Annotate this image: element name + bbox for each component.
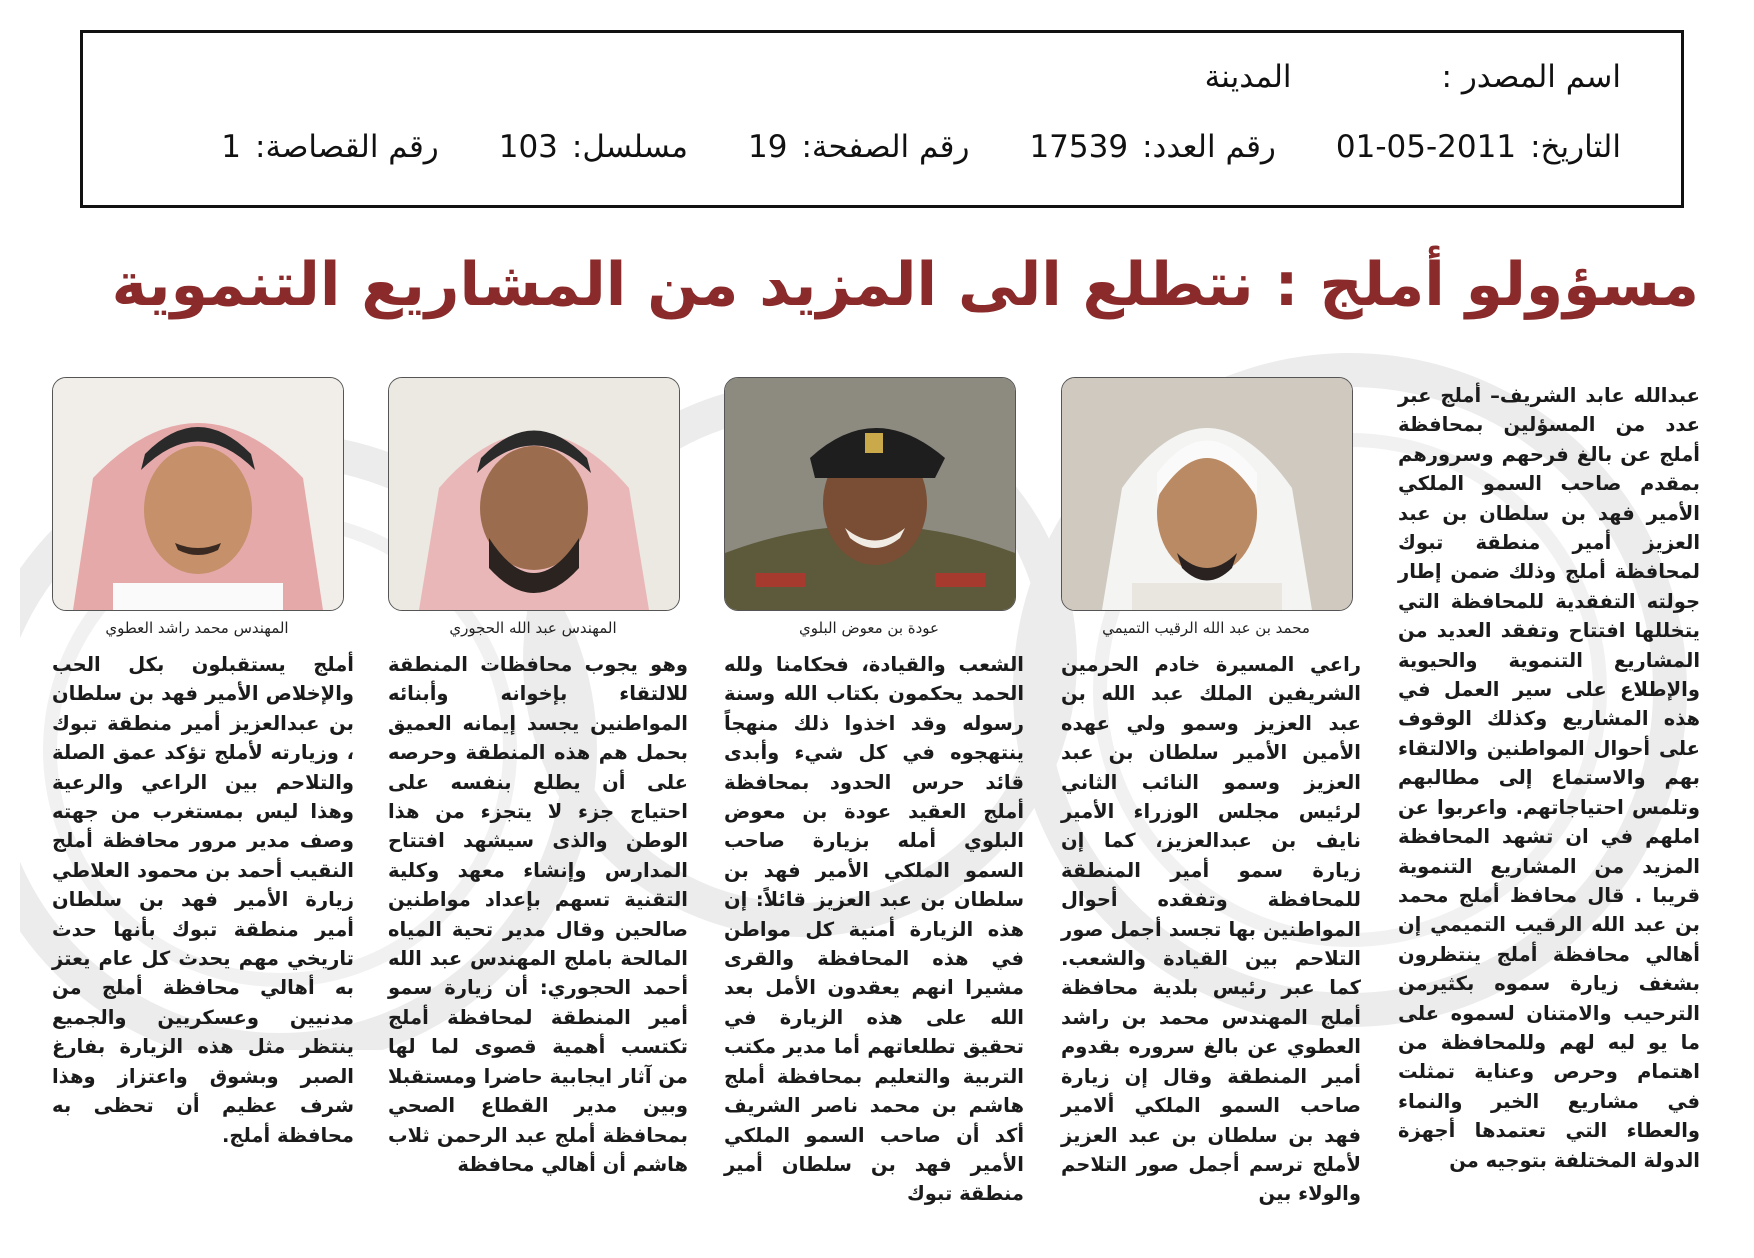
photo-caption: المهندس عبد الله الحجوري (449, 619, 617, 637)
portrait-balawi-icon (725, 378, 1015, 610)
serial-field (499, 129, 688, 165)
date-field (1336, 129, 1621, 165)
source-value: المدينة (1204, 59, 1292, 95)
portrait-photo-tamimi (1061, 377, 1353, 611)
issue-details-line (161, 129, 1621, 165)
source-info-box (80, 30, 1684, 208)
date-value: 2011-05-01 (1335, 129, 1517, 165)
column-text: أملج يستقبلون بكل الحب والإخلاص الأمير فهد بن سلطان بن عبدالعزيز أمير منطقة تبوك ، وزيارته لأملج تؤكد عمق الصلة والتلاحم بين الراعي والرعية وهذا ليس بمستغرب من جهته وصف مدير مرور محافظة أملج النقيب أحمد بن محمود العلاطي زيارة الأمير فهد بن سلطان أمير منطقة تبوك بأنها حدث تاريخي مهم يحدث كل عام يعتز به أهالي محافظة أملج من مدنيين وعسكريين والجميع ينتظر مثل هذه الزيارة بفارغ الصبر وبشوق واعتزاز وهذا شرف عظيم أن تحظى به محافظة أملج. (52, 653, 354, 1147)
clip-field (221, 129, 438, 165)
column-text: الشعب والقيادة، فحكامنا ولله الحمد يحكمون بكتاب الله وسنة رسوله وقد اخذوا ذلك منهجاً ينتهجوه في كل شيء وأبدى قائد حرس الحدود بمحافظة أملج العقيد عودة بن معوض البلوي أمله بزيارة صاحب السمو الملكي الأمير فهد بن سلطان بن عبد العزيز قائلاً: إن هذه الزيارة أمنية كل مواطن في هذه المحافظة والقرى مشيرا انهم يعقدون الأمل بعد الله على هذه الزيارة في تحقيق تطلعاتهم أما مدير مكتب التربية والتعليم بمحافظة أملج هاشم بن محمد ناصر الشريف أكد أن صاحب السمو الملكي الأمير فهد بن سلطان أمير منطقة تبوك (724, 653, 1024, 1206)
photo-caption: عودة بن معوض البلوي (798, 619, 939, 637)
portrait-hajouri-icon (389, 378, 679, 610)
issue-field (1029, 129, 1275, 165)
issue-label: رقم العدد: (1142, 129, 1276, 165)
photo-caption: محمد بن عبد الله الرقيب التميمي (1102, 619, 1310, 637)
source-line (1205, 59, 1621, 95)
article-headline: مسؤولو أملج : نتطلع الى المزيد من المشاريع التنموية (111, 250, 1699, 320)
source-label: اسم المصدر : (1441, 59, 1621, 95)
page-label: رقم الصفحة: (801, 129, 970, 165)
article-column-1 (1398, 381, 1700, 1231)
page-value: 19 (748, 129, 788, 165)
portrait-photo-hajouri (388, 377, 680, 611)
portrait-photo-atawi (52, 377, 344, 611)
issue-value: 17539 (1029, 129, 1129, 165)
article-column-5 (52, 650, 354, 1240)
portrait-photo-balawi (724, 377, 1016, 611)
article-column-3 (724, 650, 1024, 1240)
clip-value: 1 (221, 129, 241, 165)
column-text: وهو يجوب محافظات المنطقة للالتقاء بإخوانه وأبنائه المواطنين يجسد إيمانه العميق بحمل هم هذه المنطقة وحرصه على أن يطلع بنفسه على احتياج جزء لا يتجزء من هذا الوطن والذى سيشهد افتتاح المدارس وإنشاء معهد وكلية التقنية تسهم بإعداد مواطنين صالحين وقال مدير تحية المياه المالحة باملج المهندس عبد الله أحمد الحجوري: أن زيارة سمو أمير المنطقة لمحافظة أملج تكتسب أهمية قصوى لما لها من آثار ايجابية حاضرا ومستقبلا وبين مدير القطاع الصحي بمحافظة أملج عبد الرحمن ثلاب هاشم أن أهالي محافظة (388, 653, 688, 1176)
article-column-2 (1061, 650, 1361, 1240)
serial-value: 103 (498, 129, 558, 165)
photo-caption: المهندس محمد راشد العطوي (105, 619, 289, 637)
date-label: التاريخ: (1530, 129, 1621, 165)
column-text: راعي المسيرة خادم الحرمين الشريفين الملك عبد الله بن عبد العزيز وسمو ولي عهده الأمين الأمير سلطان بن عبد العزيز وسمو النائب الثاني لرئيس مجلس الوزراء الأمير نايف بن عبدالعزيز، كما إن زيارة سمو أمير المنطقة للمحافظة وتفقده أحوال المواطنين بها تجسد أجمل صور التلاحم بين القيادة والشعب. كما عبر رئيس بلدية محافظة أملج المهندس محمد بن راشد العطوي عن بالغ سروره بقدوم أمير المنطقة وقال إن زيارة صاحب السمو الملكي ألامير فهد بن سلطان بن عبد العزيز لأملج ترسم أجمل صور التلاحم والولاء بين (1061, 653, 1361, 1206)
portrait-atawi-icon (53, 378, 343, 610)
article-column-4 (388, 650, 688, 1240)
serial-label: مسلسل: (571, 129, 689, 165)
portrait-tamimi-icon (1062, 378, 1352, 610)
page-field (748, 129, 969, 165)
column-text: عبدالله عابد الشريف– أملج عبر عدد من المسؤلين بمحافظة أملج عن بالغ فرحهم وسرورهم بمقدم صاحب السمو الملكي الأمير فهد بن سلطان بن عبد العزيز أمير منطقة تبوك لمحافظة أملج وذلك ضمن إطار جولته التفقدية للمحافظة التي يتخللها افتتاح وتفقد العديد من المشاريع التنموية والحيوية والإطلاع على سير العمل في هذه المشاريع وكذلك الوقوف على أحوال المواطنين والالتقاء بهم والاستماع إلى مطالبهم وتلمس احتياجاتهم. واعربوا عن املهم في ان تشهد المحافظة المزيد من المشاريع التنموية قريبا . قال محافظ أملج محمد بن عبد الله الرقيب التميمي إن أهالي محافظة أملج ينتظرون بشغف زيارة سموه بكثيرمن الترحيب والامتنان لسموه على ما يو ليه لهم وللمحافظة من اهتمام وحرص وعناية تمثلت في مشاريع الخير والنماء والعطاء التي تعتمدها أجهزة الدولة المختلفة بتوجيه من (1398, 384, 1700, 1172)
clip-label: رقم القصاصة: (255, 129, 439, 165)
